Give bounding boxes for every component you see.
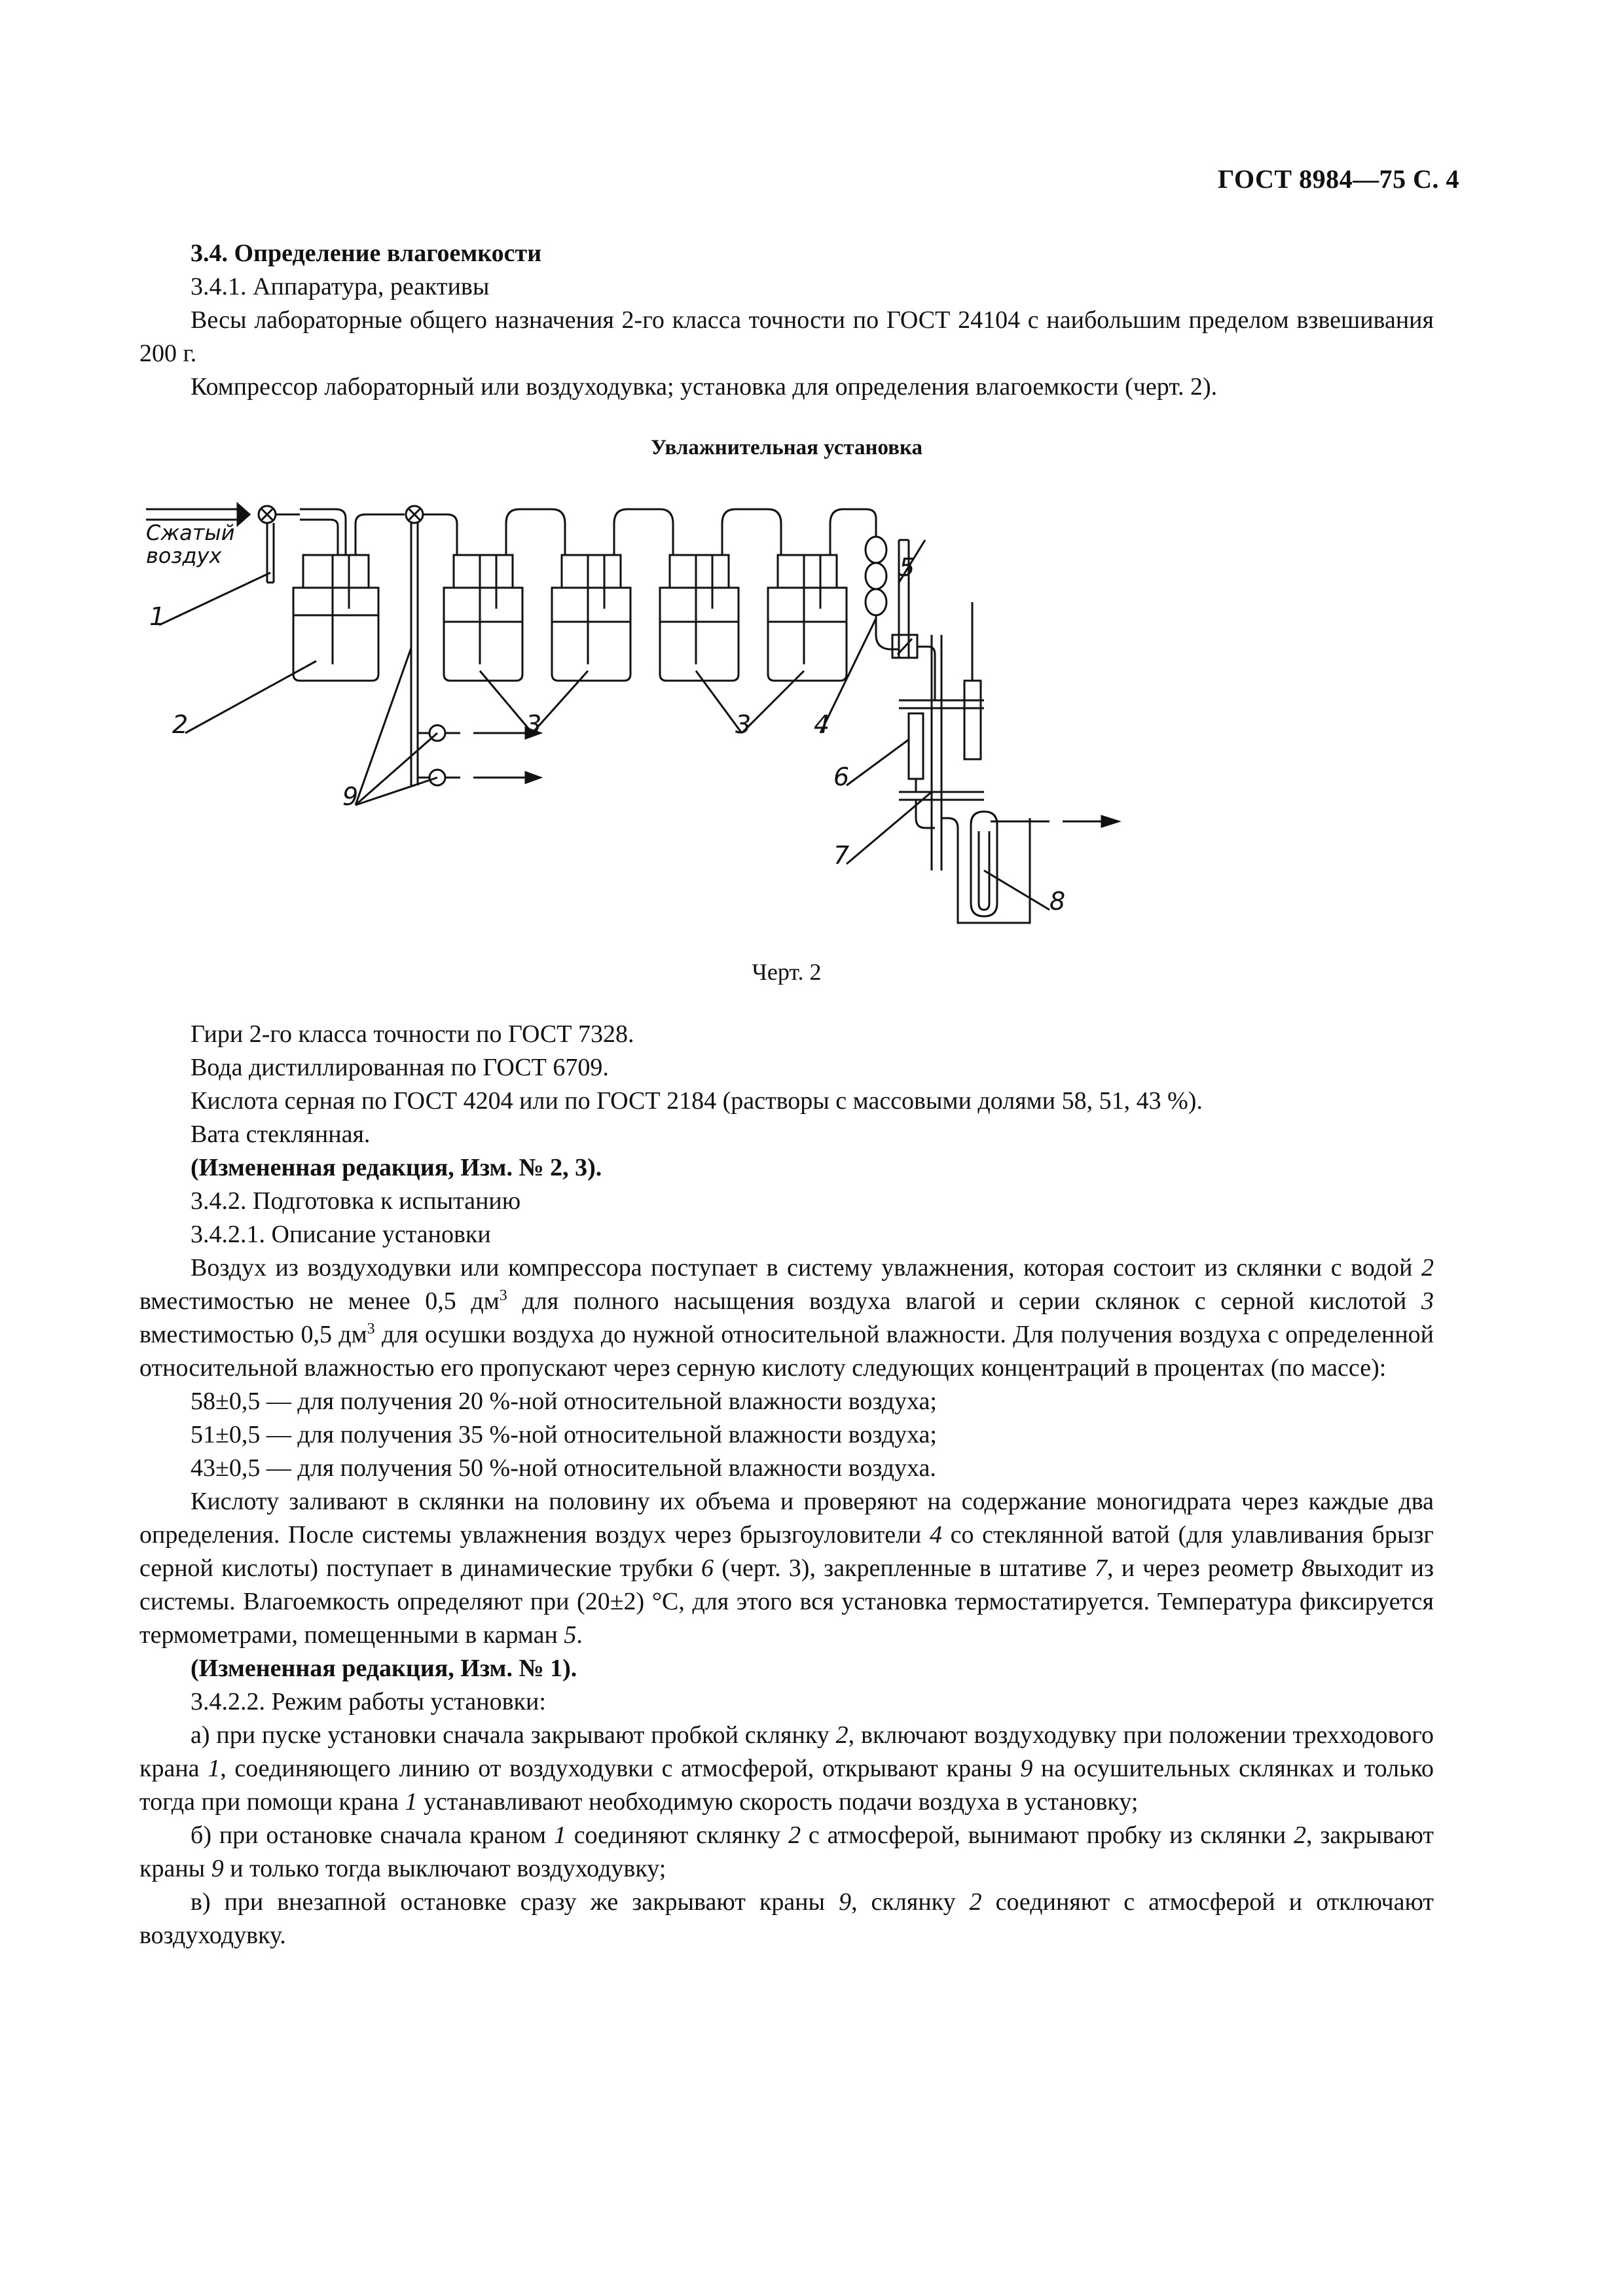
mode-item-c: в) при внезапной остановке сразу же закрывают краны 9, склянку 2 соединяют с атмосферой и отключают воздуходувку. [139,1888,1434,1949]
subsection-3-4-2-1: 3.4.2.1. Описание установки [191,1221,491,1248]
bottle-3d [768,588,847,681]
figure-humidifier-setup [139,478,1434,949]
figure-label-3b: 3 [735,710,752,739]
paragraph-compressor: Компрессор лабораторный или воздуходувка; установка для определения влагоемкости (черт. 2). [191,373,1218,401]
stopper-3d [778,555,837,588]
dynamic-tube-6 [909,713,923,779]
inlet-arrow [238,504,249,525]
concentration-item: 43±0,5 — для получения 50 %-ной относительной влажности воздуха. [191,1454,936,1482]
stopper-3b [562,555,621,588]
paragraph-setup-description: Воздух из воздуходувки или компрессора поступает в систему увлажнения, которая состоит из склянки с водой 2 вместимостью не менее 0,5 $дм^3$ для полного насыщения воздуха влагой и серии склянок с серной кислотой 3 вместимостью 0,5 $дм^3$ для осушки воздуха до нужной относительной влажности. Для получения воздуха с определенной относительной влажностью его пропускают через серную кислоту следующих концентраций в процентах (по массе): [139,1254,1434,1382]
amendment-note: (Измененная редакция, Изм. № 2, 3). [191,1154,602,1181]
inlet-label-line1: Сжатый [146,520,235,545]
bottle-3a [444,588,522,681]
bottle-3b [552,588,630,681]
figure-label-8: 8 [1049,887,1066,916]
concentration-item: 58±0,5 — для получения 20 %-ной относительной влажности воздуха; [191,1388,937,1415]
figure-label-7: 7 [833,841,850,870]
amendment-note: (Измененная редакция, Изм. № 1). [191,1655,577,1682]
subsection-3-4-1: 3.4.1. Аппаратура, реактивы [191,273,490,300]
list-item: Кислота серная по ГОСТ 4204 или по ГОСТ 2184 (растворы с массовыми долями 58, 51, 43 %). [191,1087,1203,1115]
inlet-label-line2: воздух [146,543,222,568]
humidifier-diagram [139,478,1434,949]
figure-label-6: 6 [833,762,850,791]
figure-label-3a: 3 [526,710,542,739]
paragraph-scales: Весы лабораторные общего назначения 2-го класса точности по ГОСТ 24104 с наибольшим пределом взвешивания 200 г. [139,306,1434,367]
figure-label-2: 2 [172,710,189,739]
figure-label-5: 5 [899,553,915,582]
spray-catcher-4c [866,589,886,615]
mode-item-a: а) при пуске установки сначала закрывают пробкой склянку 2, включают воздуходувку при положении трехходового крана 1, соединяющего линию от воздуходувки с атмосферой, открывают краны 9 на осушительных склянках и только тогда при помощи крана 1 устанавливают необходимую скорость подачи воздуха в установку; [139,1721,1434,1816]
section-heading: 3.4. Определение влагоемкости [191,240,542,267]
document-body [139,237,1434,1952]
spray-catcher-4a [866,537,886,563]
subsection-3-4-2: 3.4.2. Подготовка к испытанию [191,1187,521,1215]
list-item: Вата стеклянная. [191,1121,371,1148]
stopper-3a [454,555,513,588]
bottle-3c [660,588,739,681]
paragraph-acid: Кислоту заливают в склянки на половину их объема и проверяют на содержание моногидрата через каждые два определения. После системы увлажнения воздух через брызгоуловители 4 со стеклянной ватой (для улавливания брызг серной кислоты) поступает в динамические трубки 6 (черт. 3), закрепленные в штативе 7, и через реометр 8выходит из системы. Влагоемкость определяют при (20±2) °С, для этого вся установка термостатируется. Температура фиксируется термометрами, помещенными в карман 5. [139,1488,1434,1649]
figure-label-4: 4 [814,710,830,739]
list-item: Вода дистиллированная по ГОСТ 6709. [191,1054,609,1081]
list-item: Гири 2-го класса точности по ГОСТ 7328. [191,1020,634,1048]
subsection-3-4-2-2: 3.4.2.2. Режим работы установки: [191,1688,546,1715]
thermometer [964,681,981,759]
stopper-3c [670,555,729,588]
figure-caption: Черт. 2 [752,959,822,985]
page-header: ГОСТ 8984—75 С. 4 [1217,164,1459,194]
mode-item-b: б) при остановке сначала краном 1 соединяют склянку 2 с атмосферой, вынимают пробку из склянки 2, закрывают краны 9 и только тогда выключают воздуходувку; [139,1821,1434,1882]
stopper-2 [303,555,369,588]
spray-catcher-4b [866,563,886,589]
figure-label-9: 9 [342,782,359,811]
concentration-item: 51±0,5 — для получения 35 %-ной относительной влажности воздуха; [191,1421,937,1448]
figure-label-1: 1 [149,602,166,631]
figure-title: Увлажнительная установка [650,436,923,459]
